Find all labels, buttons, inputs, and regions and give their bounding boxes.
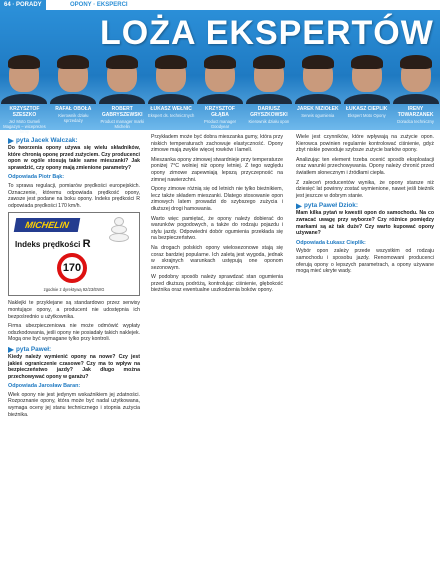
directive-note: zgodnie z dyrektywą 92/23/EWG	[43, 286, 105, 292]
expert-name: DARIUSZ GRYSZKOWSKI	[250, 106, 288, 118]
expert-role: Ekspert ds. technicznych	[147, 113, 195, 118]
paragraph: Analizując ten element trzeba ocenić sposób eksploatacji oraz warunki przechowywania. Opony należy chronić przed światłem słonecznym i źródłami ciepła.	[296, 156, 434, 176]
expert-name: ROBERT GABRYSZEWSKI	[101, 106, 143, 118]
michelin-man-icon	[107, 217, 131, 247]
speed-limit-sign: 170	[57, 253, 87, 283]
expert-name: ŁUKASZ WEŁNIC	[150, 106, 192, 112]
section-subtitle: OPONY · EKSPERCI	[70, 2, 128, 8]
question-heading: pyta Paweł Dziok:	[296, 202, 434, 210]
answer-heading: Odpowiada Łukasz Cieplik:	[296, 239, 366, 246]
question-heading: pyta Paweł:	[8, 346, 140, 354]
answer-text: Wybór opon zależy przede wszystkim od rodzaju samochodu i sposobu jazdy. Renomowani producenci oferują opony o lepszych parametrach, a opony używane mogą mieć ukryte wady.	[296, 248, 434, 275]
answer-heading: Odpowiada Jarosław Baran:	[8, 383, 81, 390]
article-column-1	[8, 134, 140, 421]
expert-name: JAREK NIZIOŁEK	[296, 106, 339, 112]
experts-banner	[0, 10, 440, 134]
speed-index-caption: Indeks prędkości R	[15, 238, 91, 251]
expert-name: ŁUKASZ CIEPLIK	[345, 106, 388, 112]
paragraph: Z zaleceń producentów wynika, że opony starsze niż dziesięć lat powinny zostać wymienione, nawet jeśli bieżnik jest jeszcze w dobrym stanie.	[296, 179, 434, 199]
expert-role: Jeż Moto Gumeli Magazyn – wiceprezes firmy	[3, 119, 46, 134]
paragraph: Mieszanka opony zimowej stwardnieje przy temperaturze poniżej 7°C wolniej niż opony letniej. Z tego względu opony zimowe zapewniają lepszą przyczepność na zimnej nawierzchni.	[151, 156, 283, 183]
expert-portrait	[196, 52, 245, 104]
article-column-3	[296, 134, 434, 278]
paragraph: W podobny sposób należy sprawdzać stan ogumienia przed dłuższą podróżą, kontrolując ciśnienie, głębokość bieżnika oraz ewentualne uszkodzenia boków opony.	[151, 274, 283, 294]
arrow-icon	[296, 203, 302, 209]
question-text: Mam kilka pytań w kwestii opon do samochodu. Na co zwracać uwagę przy wyborze? Czy różnice pomiędzy markami są aż tak duże? Czy warto kupować opony używane?	[296, 210, 434, 237]
expert-name: RAFAŁ OBOŁA	[55, 106, 92, 112]
expert-name: IRENY TOWARZANEK	[397, 106, 434, 118]
expert-role: Kierownik działu opon	[248, 119, 290, 124]
expert-portrait	[342, 52, 391, 104]
expert-name: KRZYSZTOF SZESZKO	[9, 106, 40, 118]
expert-portraits	[0, 52, 440, 104]
answer-text: Wiek opony nie jest jedynym wskaźnikiem jej zdatności. Rozpoznanie opony, która może być nadal użytkowana, wymaga oceny jej stanu technicznego i stopnia zużycia bieżnika.	[8, 391, 140, 418]
expert-role: Ekspert Moto Opony	[347, 113, 386, 118]
expert-role: Serwis ogumienia	[301, 113, 335, 118]
answer-text: Firma ubezpieczeniowa nie może odmówić wypłaty odszkodowania, jeśli opony nie posiadały takich naklejek. Mogą one być wymagane tylko przy kontroli.	[8, 323, 140, 343]
expert-portrait	[293, 52, 342, 104]
article-column-2	[151, 134, 283, 297]
expert-portrait	[49, 52, 98, 104]
paragraph: Przykładem może być dobra mieszanka gumy, która przy niskich temperaturach zachowuje elastyczność. Opony zimowe mają zwykle więcej rowków i lameli.	[151, 134, 283, 154]
expert-portrait	[391, 52, 440, 104]
question-heading: pyta Jacek Walczak:	[8, 137, 140, 145]
answer-text: To sprawa regulacji, pomiarów prędkości europejskich. Oznaczenie, któremu odpowiada prędkość opony, zawsze jest podane na boku opony. Indeks prędkości R odpowiada prędkości 170 km/h.	[8, 182, 140, 209]
question-text: Kiedy należy wymienić opony na nowe? Czy jest jakieś ograniczenie czasowe? Czy ma to wpływ na bezpieczeństwo jazdy? Jak długo można przechowywać opony w garażu?	[8, 353, 140, 380]
answer-heading: Odpowiada Piotr Bąk:	[8, 174, 65, 181]
paragraph: Wiele jest czynników, które wpływają na zużycie opon. Kierowca powinien regularnie kontrolować ciśnienie, gdyż zbyt niskie powoduje szybsze zużycie barków opony.	[296, 134, 434, 154]
arrow-icon	[8, 347, 14, 353]
arrow-icon	[8, 138, 14, 144]
expert-portrait	[98, 52, 147, 104]
expert-portrait	[244, 52, 293, 104]
page-title: LOŻA EKSPERTÓW	[100, 14, 434, 52]
expert-role: Product manager marki Michelin	[100, 119, 144, 129]
expert-role: Doradca techniczny	[397, 119, 434, 124]
michelin-logo: MICHELIN	[14, 218, 80, 232]
expert-portrait	[147, 52, 196, 104]
top-bar	[0, 0, 440, 10]
question-text: Do tworzenia opony używa się wielu składników, które chronią oponę przed zużyciem. Czy producenci opon w ogóle stosują takie same mieszanki? Jak sprawdzić, czy opony mają zmienione parametry?	[8, 145, 140, 171]
paragraph: Na drogach polskich opony wielosezonowe stają się coraz bardziej popularne. Ich zaletą jest wygoda, jednak w skrajnych warunkach ustępują one oponom sezonowym.	[151, 244, 283, 271]
section-tag: 64 · PORADY	[0, 0, 46, 10]
speed-index-label-image	[8, 212, 140, 296]
paragraph: Opony zimowe różnią się od letnich nie tylko bieżnikiem, lecz także składem mieszanki. Dlatego stosowanie opon zimowych latem prowadzi do szybszego zużycia i dłuższej drogi hamowania.	[151, 186, 283, 212]
paragraph: Warto więc pamiętać, że opony należy dobierać do warunków pogodowych, a także do rodzaju pojazdu i stylu jazdy. Odpowiedni dobór ogumienia przekłada się na bezpieczeństwo.	[151, 215, 283, 242]
expert-portrait	[0, 52, 49, 104]
expert-role: Product manager Goodyear	[203, 119, 237, 129]
expert-name: KRZYSZTOF GŁĄBA	[205, 106, 235, 118]
answer-text: Naklejki te przyklejane są standardowo przez serwisy montujące opony, a producent nie udostępnia ich bezpośrednio u użytkownika.	[8, 300, 140, 320]
expert-role: Kierownik działu sprzedaży	[58, 113, 89, 123]
